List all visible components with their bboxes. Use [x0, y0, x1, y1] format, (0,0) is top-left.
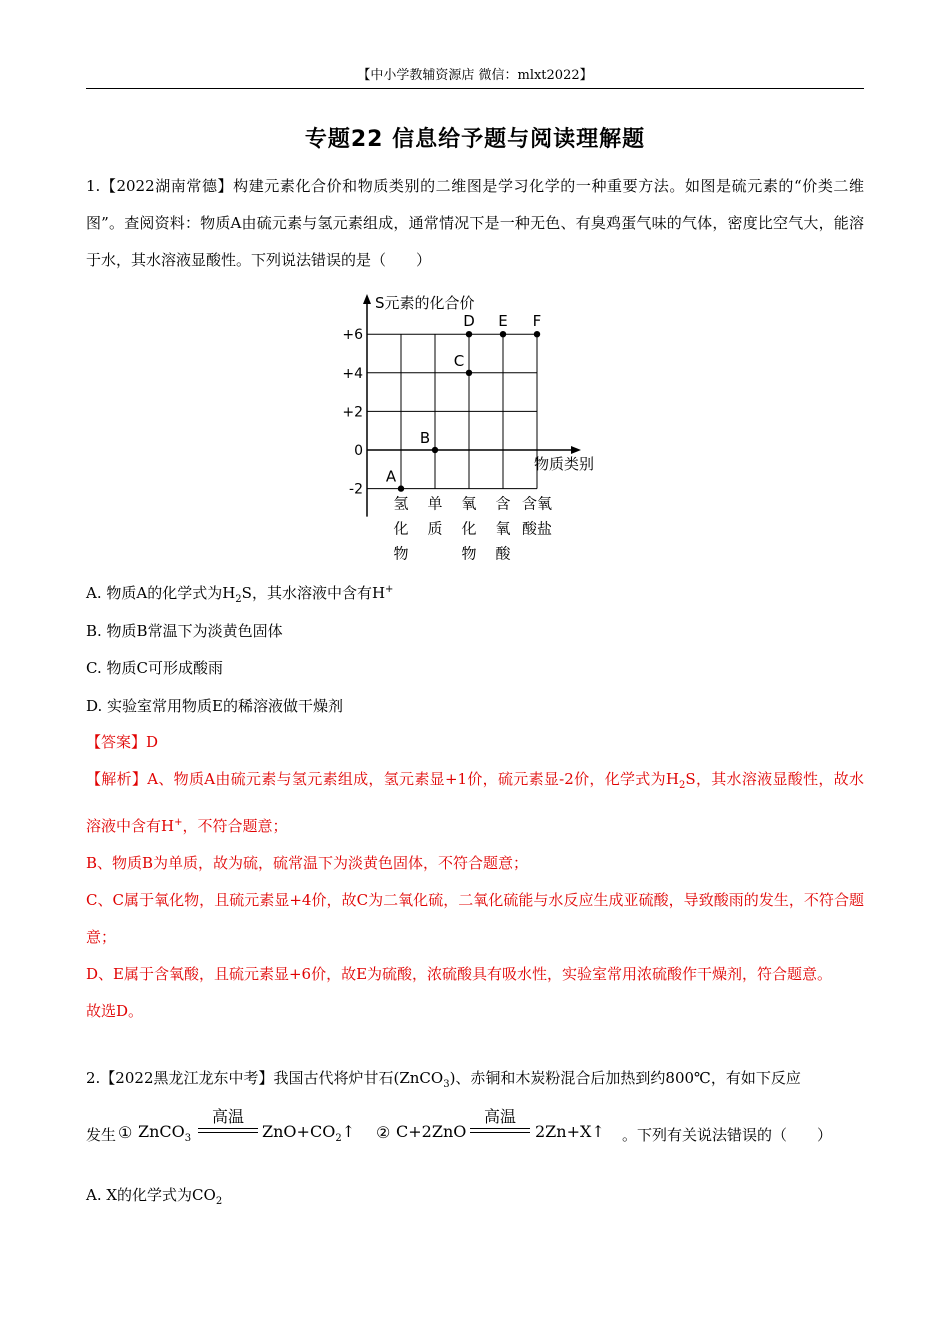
y-tick-label: +6 — [342, 327, 363, 344]
q1-analysis-d: D、E属于含氧酸，且硫元素显+6价，故E为硫酸，浓硫酸具有吸水性，实验室常用浓硫酸作干燥剂，符合题意。 — [86, 965, 833, 983]
q2-occur-text: 发生 — [86, 1126, 117, 1144]
data-point-label-E: E — [498, 312, 508, 331]
x-category-label: 氧 — [495, 519, 511, 538]
data-point-C — [466, 370, 472, 376]
q2-option-a: A. X的化学式为$CO_2$ — [86, 1186, 223, 1207]
q2-reaction2-left: C+2ZnO — [396, 1122, 467, 1141]
data-point-label-D: D — [463, 312, 475, 331]
data-point-D — [466, 331, 472, 337]
q1-answer-block — [86, 724, 864, 1030]
q1-option-c: C. 物质C可形成酸雨 — [86, 659, 223, 677]
y-axis-arrow — [363, 294, 371, 304]
q2-tail: 。下列有关说法错误的（ ） — [622, 1126, 833, 1144]
data-point-B — [432, 447, 438, 453]
x-category-label: 酸盐 — [521, 519, 553, 538]
y-tick-label: -2 — [349, 481, 363, 498]
q1-option-b: B. 物质B常温下为淡黄色固体 — [86, 622, 283, 640]
q2-reaction1-left: ZnCO$_3$ — [138, 1122, 192, 1145]
q2-reaction1-equals — [198, 1128, 258, 1133]
x-category-label: 含氧 — [521, 494, 553, 513]
q2-reaction1-condition: 高温 — [211, 1107, 244, 1126]
data-point-label-F: F — [532, 312, 542, 331]
data-point-label-B: B — [419, 429, 431, 447]
x-category-label: 酸 — [495, 544, 511, 563]
q1-option-d: D. 实验室常用物质E的稀溶液做干燥剂 — [86, 697, 343, 715]
x-category-label: 氧 — [461, 494, 477, 513]
q1-stem-text: 1.【2022湖南常德】构建元素化合价和物质类别的二维图是学习化学的一种重要方法。如图是硫元素的“价类二维图”。查阅资料：物质A由硫元素与氢元素组成，通常情况下是一种无色、有臭鸡蛋气味的气体，密度比空气大，能溶于水，其水溶液显酸性。下列说法错误的是（ ） — [86, 177, 864, 269]
y-tick-label: +2 — [342, 404, 363, 421]
y-tick-label: 0 — [354, 443, 363, 459]
x-axis-title: 物质类别 — [534, 455, 595, 473]
q1-analysis-conclusion: 故选D。 — [86, 1002, 144, 1020]
x-category-label: 物 — [461, 544, 477, 563]
data-point-E — [500, 331, 506, 337]
q2-reaction2-number: ② — [376, 1123, 391, 1142]
data-point-label-C: C — [453, 351, 465, 370]
q1-analysis-c: C、C属于氧化物，且硫元素显+4价，故C为二氧化硫，二氧化硫能与水反应生成亚硫酸，导致酸雨的发生，不符合题意； — [86, 891, 864, 946]
page-header: 【中小学教辅资源店 微信：mlxt2022】 — [357, 68, 593, 83]
q1-option-a: A. 物质A的化学式为$H_2S$，其水溶液中含有H+ — [86, 584, 394, 605]
q2-reaction1-number: ① — [118, 1123, 133, 1142]
x-category-label: 氢 — [393, 494, 409, 513]
q2-reaction2-condition: 高温 — [483, 1107, 516, 1126]
x-category-label: 含 — [495, 494, 511, 513]
header-rule — [86, 88, 864, 89]
x-category-label: 单 — [427, 494, 443, 513]
data-point-A — [398, 485, 404, 491]
q2-reaction1-right: $ZnO+CO_2↑$ — [262, 1122, 356, 1145]
q2-reaction2-equals — [470, 1128, 530, 1133]
y-tick-label: +4 — [342, 365, 363, 382]
q2-reaction2-right: 2Zn+X↑ — [535, 1122, 605, 1141]
data-point-F — [534, 331, 540, 337]
x-category-label: 质 — [427, 519, 443, 538]
x-category-label: 化 — [461, 519, 477, 538]
q1-answer: 【答案】D — [86, 733, 159, 751]
page-title: 专题22 信息给予题与阅读理解题 — [304, 127, 646, 152]
data-point-label-A: A — [385, 467, 397, 486]
chart-grid — [367, 334, 537, 488]
valence-chart — [330, 290, 620, 565]
x-category-label: 化 — [393, 519, 409, 538]
chart-points — [386, 312, 541, 492]
q1-stem — [86, 168, 864, 279]
q1-analysis-b: B、物质B为单质，故为硫，硫常温下为淡黄色固体，不符合题意； — [86, 854, 529, 872]
y-axis-title: S元素的化合价 — [375, 294, 475, 312]
x-category-label: 物 — [393, 544, 409, 563]
x-axis-arrow — [571, 446, 581, 454]
q2-stem: 2.【2022黑龙江龙东中考】我国古代将炉甘石(ZnCO$_3$)、赤铜和木炭粉混合后加热到约800℃，有如下反应 — [86, 1069, 801, 1090]
q1-analysis-a: 【解析】A、物质A由硫元素与氢元素组成，氢元素显+1价，硫元素显-2价，化学式为$H_2S$，其水溶液显酸性，故水溶液中含有H+，不符合题意； — [86, 770, 864, 835]
